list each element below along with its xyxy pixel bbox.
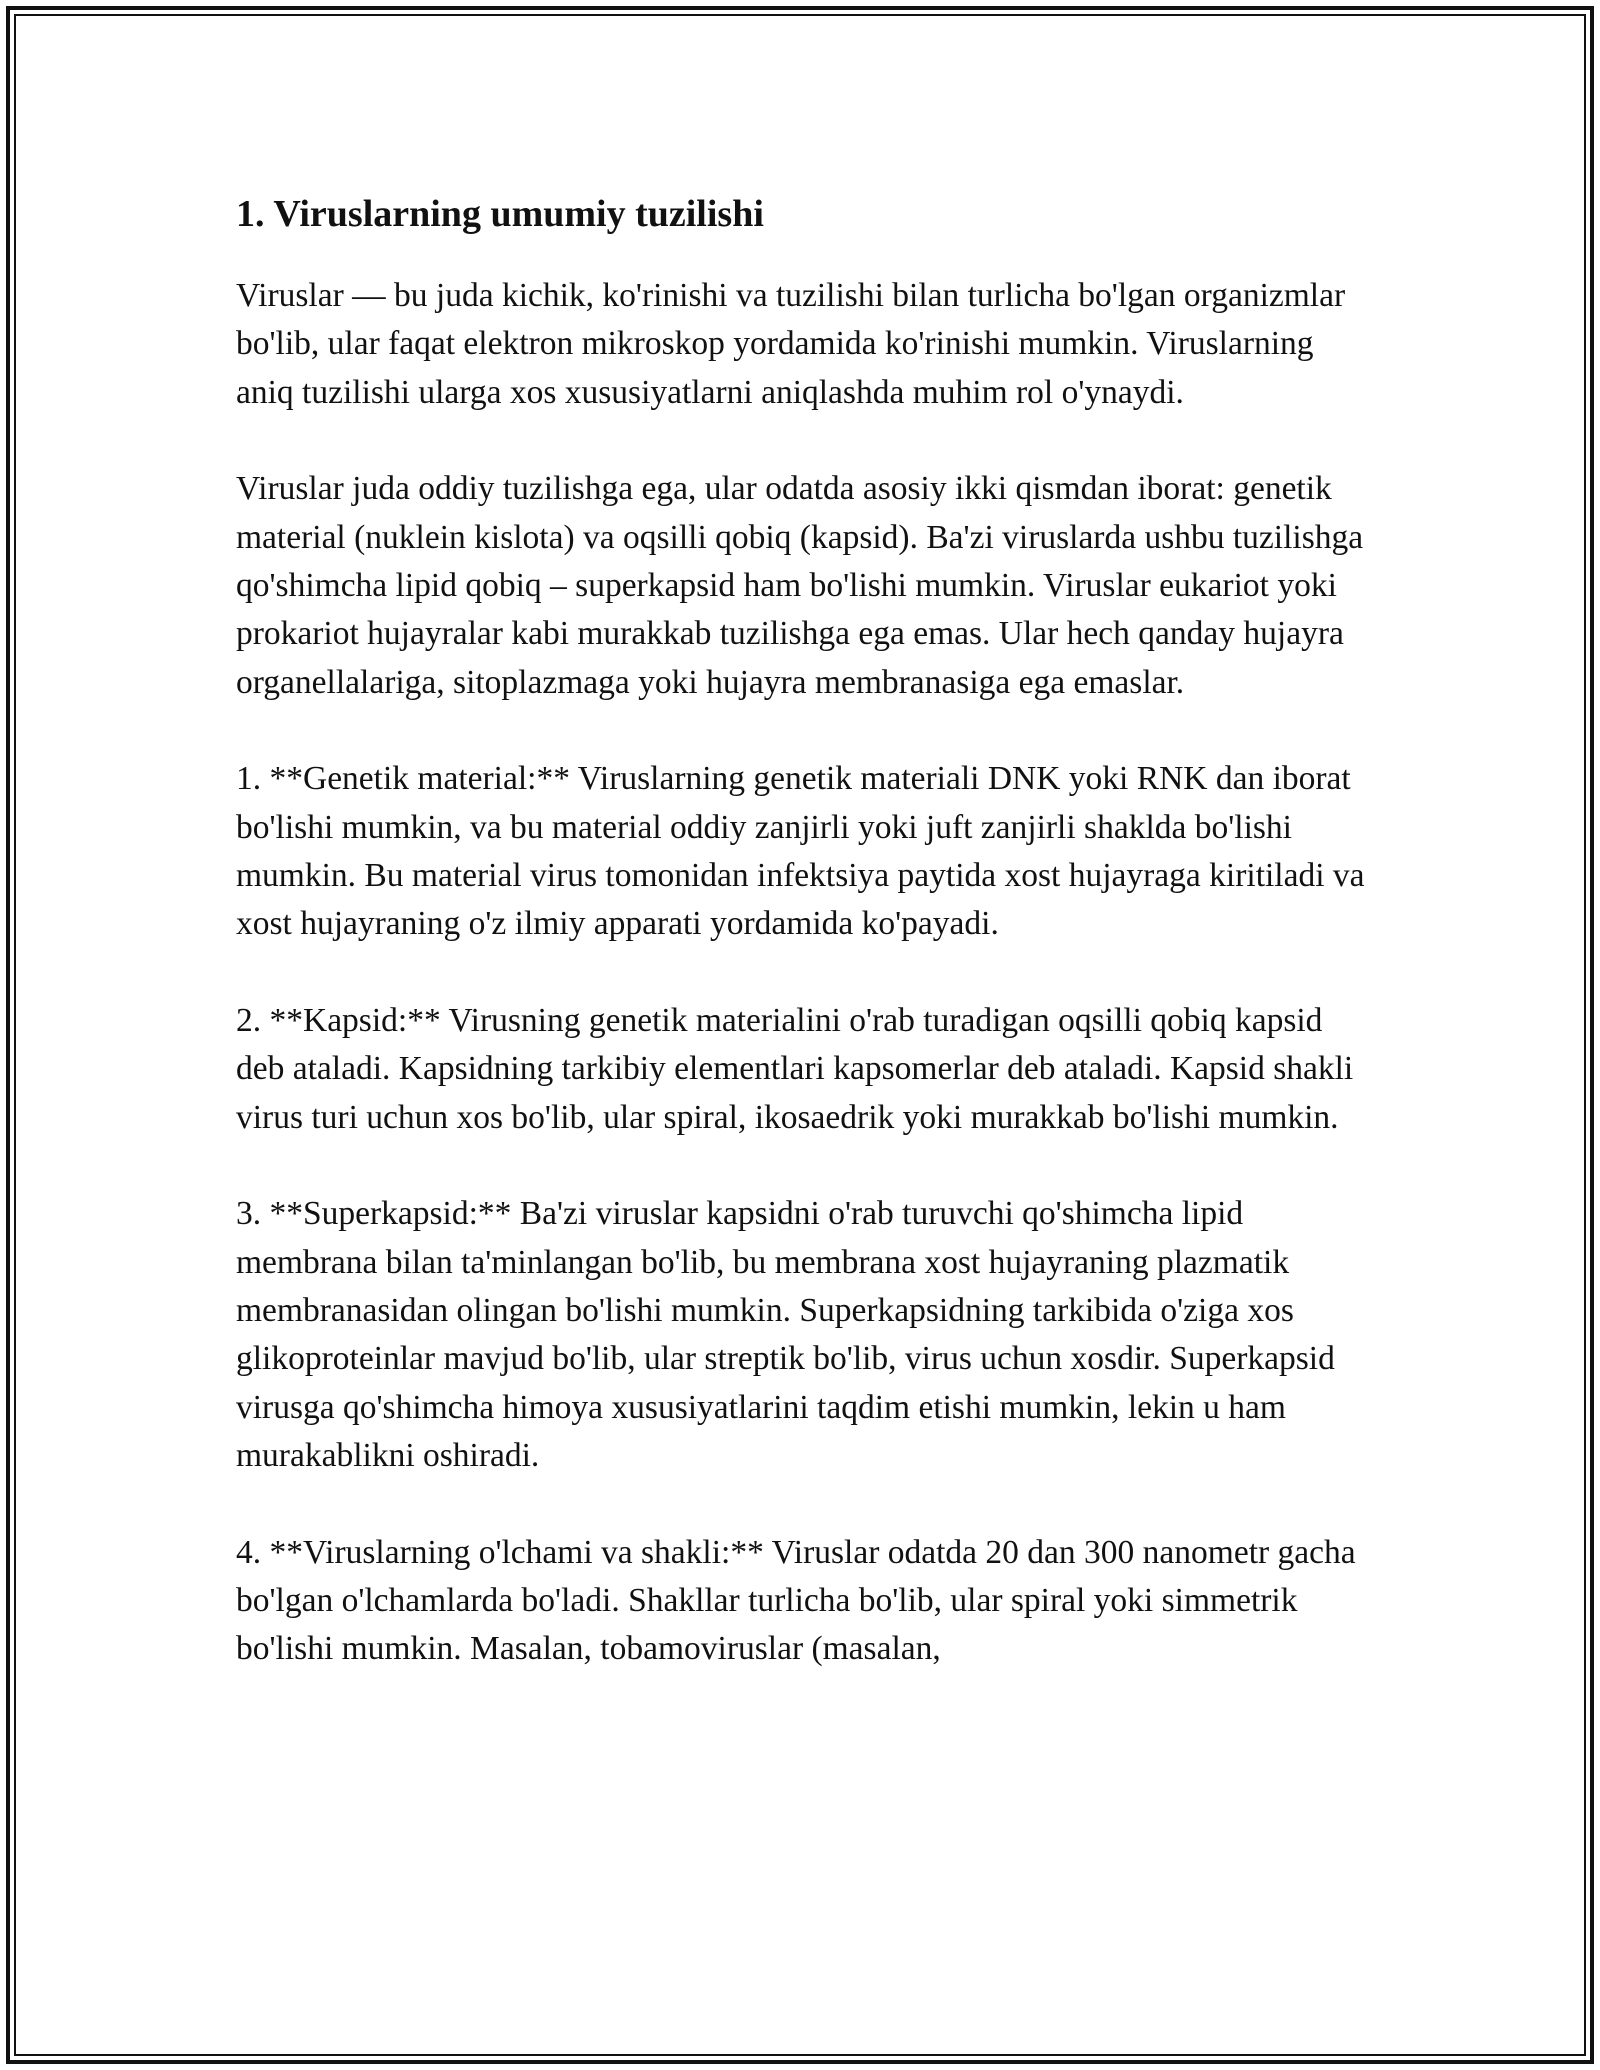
section-heading: 1. Viruslarning umumiy tuzilishi [236,193,764,235]
paragraph-supercapsid: 3. **Superkapsid:** Ba'zi viruslar kapsidni o'rab turuvchi qo'shimcha lipid membrana bilan ta'minlangan bo'lib, bu membrana xost hujayraning plazmatik membranasidan olingan bo'lishi mumkin. Superkapsidning tarkibida o'ziga xos glikoproteinlar mavjud bo'lib, ular streptik bo'lib, virus uchun xosdir. Superkapsid virusga qo'shimcha himoya xususiyatlarini taqdim etishi mumkin, lekin u ham murakablikni oshiradi. [236,1195,1335,1475]
paragraph-intro: Viruslar — bu juda kichik, ko'rinishi va tuzilishi bilan turlicha bo'lgan organizmlar bo'lib, ular faqat elektron mikroskop yordamida ko'rinishi mumkin. Viruslarning aniq tuzilishi ularga xos xususiyatlarni aniqlashda muhim rol o'ynaydi. [236,277,1346,411]
paragraph-size-shape: 4. **Viruslarning o'lchami va shakli:** Viruslar odatda 20 dan 300 nanometr gacha bo'lgan o'lchamlarda bo'ladi. Shakllar turlicha bo'lib, ular spiral yoki simmetrik bo'lishi mumkin. Masalan, tobamoviruslar (masalan, [236,1533,1356,1668]
paragraph-genetic-material: 1. **Genetik material:** Viruslarning genetik materiali DNK yoki RNK dan iborat bo'lishi mumkin, va bu material oddiy zanjirli yoki juft zanjirli shaklda bo'lishi mumkin. Bu material virus tomonidan infektsiya paytida xost hujayraga kiritiladi va xost hujayraning o'z ilmiy apparati yordamida ko'payadi. [236,760,1365,943]
paragraph-structure: Viruslar juda oddiy tuzilishga ega, ular odatda asosiy ikki qismdan iborat: genetik material (nuklein kislota) va oqsilli qobiq (kapsid). Ba'zi viruslarda ushbu tuzilishga qo'shimcha lipid qobiq – superkapsid ham bo'lishi mumkin. Viruslar eukariot yoki prokariot hujayralar kabi murakkab tuzilishga ega emas. Ular hech qanday hujayra organellalariga, sitoplazmaga yoki hujayra membranasiga ega emaslar. [236,470,1364,701]
document-body [236,188,1376,1674]
paragraph-capsid: 2. **Kapsid:** Virusning genetik materialini o'rab turadigan oqsilli qobiq kapsid deb ataladi. Kapsidning tarkibiy elementlari kapsomerlar deb ataladi. Kapsid shakli virus turi uchun xos bo'lib, ular spiral, ikosaedrik yoki murakkab bo'lishi mumkin. [236,1001,1354,1136]
